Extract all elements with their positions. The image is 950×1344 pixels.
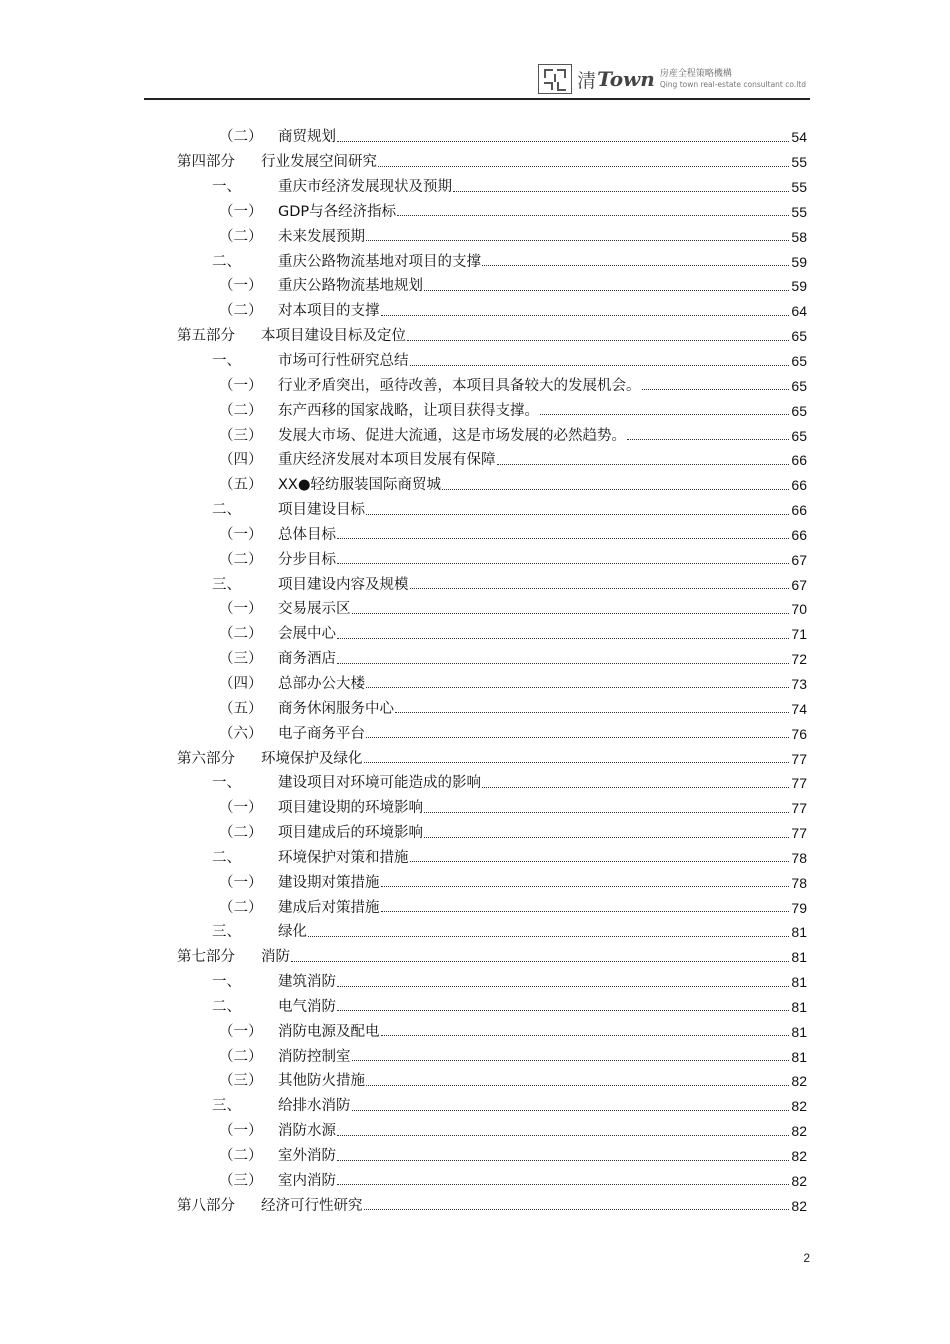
toc-dot-leader <box>366 737 789 738</box>
toc-entry-number: （三） <box>219 651 263 668</box>
toc-entry-page: 64 <box>791 303 807 320</box>
toc-entry[interactable] <box>177 870 807 895</box>
toc-dot-leader <box>424 837 789 838</box>
toc-entry-number: 第七部分 <box>177 949 235 966</box>
toc-entry-number: （一） <box>219 800 263 817</box>
toc-entry-title: 消防电源及配电 <box>278 1023 380 1040</box>
toc-entry[interactable] <box>177 672 807 697</box>
toc-entry-number: （一） <box>219 1123 263 1140</box>
toc-entry[interactable] <box>177 349 807 374</box>
toc-dot-leader <box>366 240 789 241</box>
toc-entry[interactable] <box>177 622 807 647</box>
toc-entry-number: （四） <box>219 452 263 469</box>
toc-dot-leader <box>424 812 789 813</box>
toc-entry[interactable] <box>177 423 807 448</box>
toc-entry-title: 商务酒店 <box>278 651 336 668</box>
toc-entry-page: 81 <box>791 949 807 966</box>
toc-dot-leader <box>642 389 790 390</box>
toc-entry-title: GDP与各经济指标 <box>278 203 397 220</box>
toc-entry-title: 建筑消防 <box>278 974 336 991</box>
toc-entry-number: 二、 <box>212 849 241 866</box>
toc-entry-number: （三） <box>219 1073 263 1090</box>
toc-dot-leader <box>540 414 789 415</box>
toc-dot-leader <box>337 1010 789 1011</box>
toc-entry-title: 电气消防 <box>278 998 336 1015</box>
toc-entry-title: 发展大市场、促进大流通，这是市场发展的必然趋势。 <box>278 427 626 444</box>
toc-entry-page: 72 <box>791 651 807 668</box>
toc-entry[interactable] <box>177 821 807 846</box>
toc-dot-leader <box>291 961 789 962</box>
toc-entry-number: （二） <box>219 129 263 146</box>
toc-entry-number: 第八部分 <box>177 1197 235 1214</box>
toc-entry-number: （二） <box>219 402 263 419</box>
toc-entry[interactable] <box>177 224 807 249</box>
toc-entry-number: （二） <box>219 303 263 320</box>
toc-dot-leader <box>308 936 789 937</box>
toc-entry-number: （二） <box>219 899 263 916</box>
toc-entry-title: 其他防火措施 <box>278 1073 365 1090</box>
toc-entry-number: （二） <box>219 1148 263 1165</box>
toc-entry-number: 第四部分 <box>177 154 235 171</box>
page-header <box>144 60 810 100</box>
toc-dot-leader <box>366 687 789 688</box>
toc-entry-title: 建设项目对环境可能造成的影响 <box>278 775 481 792</box>
toc-dot-leader <box>627 439 789 440</box>
toc-entry-number: 三、 <box>212 924 241 941</box>
toc-entry-number: 一、 <box>212 775 241 792</box>
toc-entry[interactable] <box>177 324 807 349</box>
toc-entry-number: （一） <box>219 526 263 543</box>
toc-entry-title: 环境保护及绿化 <box>261 750 363 767</box>
toc-entry[interactable] <box>177 920 807 945</box>
toc-entry-page: 67 <box>791 551 807 568</box>
toc-entry-title: 总体目标 <box>278 526 336 543</box>
toc-entry[interactable] <box>177 1044 807 1069</box>
toc-entry-number: （五） <box>219 477 263 494</box>
toc-entry-page: 77 <box>791 750 807 767</box>
toc-dot-leader <box>337 1160 789 1161</box>
toc-entry[interactable] <box>177 1144 807 1169</box>
toc-entry[interactable] <box>177 498 807 523</box>
toc-entry[interactable] <box>177 1193 807 1218</box>
logo-subtitle-en: Qing town real-estate consultant co.ltd <box>659 79 806 89</box>
toc-entry-title: 行业发展空间研究 <box>261 154 377 171</box>
toc-entry-page: 66 <box>791 502 807 519</box>
toc-dot-leader <box>352 613 790 614</box>
toc-entry-page: 65 <box>791 402 807 419</box>
toc-entry[interactable] <box>177 647 807 672</box>
toc-dot-leader <box>364 762 790 763</box>
toc-entry[interactable] <box>177 572 807 597</box>
toc-entry-page: 58 <box>791 228 807 245</box>
toc-entry-title: 市场可行性研究总结 <box>278 353 409 370</box>
toc-entry[interactable] <box>177 547 807 572</box>
toc-dot-leader <box>410 861 790 862</box>
toc-entry-title: 消防水源 <box>278 1123 336 1140</box>
toc-dot-leader <box>366 514 789 515</box>
toc-entry-page: 55 <box>791 203 807 220</box>
toc-entry-number: 三、 <box>212 1098 241 1115</box>
toc-entry[interactable] <box>177 274 807 299</box>
toc-entry-title: 消防控制室 <box>278 1048 351 1065</box>
table-of-contents <box>177 125 807 1218</box>
toc-entry[interactable] <box>177 249 807 274</box>
logo-subtitle <box>660 69 806 90</box>
toc-entry-title: 室内消防 <box>278 1172 336 1189</box>
toc-entry[interactable] <box>177 746 807 771</box>
toc-entry-title: 商贸规划 <box>278 129 336 146</box>
logo-chinese-mark: 清 <box>577 69 597 92</box>
toc-entry-page: 59 <box>791 278 807 295</box>
logo-town-wordmark: Town <box>597 67 655 91</box>
toc-entry-number: （二） <box>219 228 263 245</box>
toc-entry-page: 81 <box>791 974 807 991</box>
toc-entry-title: 会展中心 <box>278 626 336 643</box>
toc-entry-title: 分步目标 <box>278 551 336 568</box>
toc-entry[interactable] <box>177 473 807 498</box>
toc-entry-title: 东产西移的国家战略，让项目获得支撑。 <box>278 402 539 419</box>
toc-entry-page: 59 <box>791 253 807 270</box>
toc-dot-leader <box>364 1209 790 1210</box>
toc-entry-number: （一） <box>219 601 263 618</box>
toc-entry-number: （一） <box>219 1023 263 1040</box>
toc-entry-page: 77 <box>791 800 807 817</box>
toc-entry-title: 建成后对策措施 <box>278 899 380 916</box>
toc-dot-leader <box>337 986 789 987</box>
toc-entry[interactable] <box>177 945 807 970</box>
toc-entry[interactable] <box>177 125 807 150</box>
toc-entry-title: 行业矛盾突出，亟待改善，本项目具备较大的发展机会。 <box>278 377 641 394</box>
toc-dot-leader <box>410 588 790 589</box>
toc-entry-number: （一） <box>219 203 263 220</box>
toc-entry-number: 一、 <box>212 353 241 370</box>
toc-entry-title: 环境保护对策和措施 <box>278 849 409 866</box>
logo-emblem-icon <box>538 64 572 94</box>
toc-entry[interactable] <box>177 150 807 175</box>
toc-entry[interactable] <box>177 523 807 548</box>
toc-entry-title: 项目建设内容及规模 <box>278 576 409 593</box>
toc-entry-page: 82 <box>791 1123 807 1140</box>
toc-entry-title: 项目建设期的环境影响 <box>278 800 423 817</box>
toc-entry-title: 重庆公路物流基地规划 <box>278 278 423 295</box>
toc-entry-page: 78 <box>791 874 807 891</box>
toc-entry-page: 70 <box>791 601 807 618</box>
toc-entry-page: 82 <box>791 1148 807 1165</box>
toc-entry[interactable] <box>177 845 807 870</box>
toc-dot-leader <box>424 290 789 291</box>
toc-entry-number: （六） <box>219 725 263 742</box>
toc-dot-leader <box>337 538 789 539</box>
toc-entry[interactable] <box>177 597 807 622</box>
toc-dot-leader <box>395 712 789 713</box>
company-logo <box>538 63 806 95</box>
toc-entry-title: 项目建设目标 <box>278 502 365 519</box>
toc-entry[interactable] <box>177 1119 807 1144</box>
toc-entry-title: 交易展示区 <box>278 601 351 618</box>
toc-entry-page: 65 <box>791 353 807 370</box>
toc-entry-title: 重庆经济发展对本项目发展有保障 <box>278 452 496 469</box>
toc-entry-title: 建设期对策措施 <box>278 874 380 891</box>
toc-entry[interactable] <box>177 1094 807 1119</box>
toc-entry[interactable] <box>177 373 807 398</box>
toc-dot-leader <box>381 911 790 912</box>
toc-entry[interactable] <box>177 448 807 473</box>
toc-entry-page: 55 <box>791 154 807 171</box>
toc-entry-page: 82 <box>791 1172 807 1189</box>
toc-entry-page: 65 <box>791 328 807 345</box>
toc-entry[interactable] <box>177 771 807 796</box>
toc-entry-number: （四） <box>219 675 263 692</box>
toc-dot-leader <box>366 1085 789 1086</box>
toc-dot-leader <box>337 663 789 664</box>
toc-entry-title: XX●轻纺服装国际商贸城 <box>278 477 442 494</box>
toc-entry-title: 重庆市经济发展现状及预期 <box>278 179 452 196</box>
toc-entry-page: 74 <box>791 700 807 717</box>
toc-entry-page: 81 <box>791 1048 807 1065</box>
toc-entry[interactable] <box>177 796 807 821</box>
toc-entry-number: （三） <box>219 1172 263 1189</box>
toc-dot-leader <box>397 215 789 216</box>
page-number: 2 <box>803 1251 810 1265</box>
toc-dot-leader <box>378 166 789 167</box>
toc-entry-title: 绿化 <box>278 924 307 941</box>
toc-entry-page: 77 <box>791 825 807 842</box>
toc-dot-leader <box>352 1060 790 1061</box>
toc-entry-title: 商务休闲服务中心 <box>278 700 394 717</box>
toc-entry-title: 对本项目的支撑 <box>278 303 380 320</box>
toc-dot-leader <box>381 1035 790 1036</box>
toc-entry-page: 81 <box>791 1023 807 1040</box>
toc-entry-number: 第五部分 <box>177 328 235 345</box>
toc-entry-number: （一） <box>219 377 263 394</box>
toc-entry[interactable] <box>177 1019 807 1044</box>
toc-entry[interactable] <box>177 175 807 200</box>
toc-entry[interactable] <box>177 721 807 746</box>
toc-dot-leader <box>442 489 789 490</box>
toc-entry-page: 55 <box>791 179 807 196</box>
toc-entry[interactable] <box>177 299 807 324</box>
toc-dot-leader <box>482 787 789 788</box>
toc-entry-title: 经济可行性研究 <box>261 1197 363 1214</box>
toc-entry-number: 一、 <box>212 974 241 991</box>
toc-entry-title: 本项目建设目标及定位 <box>261 328 406 345</box>
toc-entry[interactable] <box>177 1168 807 1193</box>
toc-entry[interactable] <box>177 995 807 1020</box>
toc-entry-number: 二、 <box>212 253 241 270</box>
toc-entry-page: 66 <box>791 477 807 494</box>
toc-entry-number: （一） <box>219 278 263 295</box>
toc-dot-leader <box>381 886 790 887</box>
toc-dot-leader <box>497 464 790 465</box>
toc-entry-page: 54 <box>791 129 807 146</box>
toc-entry-page: 77 <box>791 775 807 792</box>
toc-entry-number: （三） <box>219 427 263 444</box>
toc-entry[interactable] <box>177 1069 807 1094</box>
toc-entry-title: 给排水消防 <box>278 1098 351 1115</box>
toc-entry[interactable] <box>177 970 807 995</box>
toc-entry-page: 82 <box>791 1098 807 1115</box>
toc-entry-page: 66 <box>791 526 807 543</box>
toc-entry-page: 82 <box>791 1197 807 1214</box>
toc-entry-title: 总部办公大楼 <box>278 675 365 692</box>
toc-entry-title: 消防 <box>261 949 290 966</box>
toc-entry-page: 65 <box>791 377 807 394</box>
toc-entry[interactable] <box>177 200 807 225</box>
toc-entry-number: （二） <box>219 626 263 643</box>
toc-dot-leader <box>337 1184 789 1185</box>
toc-dot-leader <box>381 315 790 316</box>
toc-entry-page: 65 <box>791 427 807 444</box>
toc-entry-title: 重庆公路物流基地对项目的支撑 <box>278 253 481 270</box>
toc-entry-number: （二） <box>219 551 263 568</box>
logo-subtitle-cn: 房産全程策略機構 <box>659 68 732 79</box>
toc-entry-page: 76 <box>791 725 807 742</box>
header-divider <box>144 98 810 100</box>
toc-entry-page: 81 <box>791 998 807 1015</box>
toc-dot-leader <box>337 141 789 142</box>
toc-entry-page: 71 <box>791 626 807 643</box>
toc-entry-number: （二） <box>219 1048 263 1065</box>
toc-entry-number: 一、 <box>212 179 241 196</box>
toc-entry-page: 66 <box>791 452 807 469</box>
toc-entry-title: 室外消防 <box>278 1148 336 1165</box>
toc-dot-leader <box>352 1110 790 1111</box>
toc-entry-number: （五） <box>219 700 263 717</box>
toc-entry-page: 78 <box>791 849 807 866</box>
toc-entry-number: 二、 <box>212 998 241 1015</box>
toc-dot-leader <box>337 638 789 639</box>
toc-entry[interactable] <box>177 398 807 423</box>
toc-entry-number: （二） <box>219 825 263 842</box>
toc-dot-leader <box>337 563 789 564</box>
toc-entry-page: 81 <box>791 924 807 941</box>
toc-entry-title: 未来发展预期 <box>278 228 365 245</box>
toc-entry-title: 电子商务平台 <box>278 725 365 742</box>
toc-entry-number: 二、 <box>212 502 241 519</box>
toc-entry-title: 项目建成后的环境影响 <box>278 825 423 842</box>
toc-dot-leader <box>410 365 790 366</box>
toc-entry-page: 67 <box>791 576 807 593</box>
toc-entry-page: 82 <box>791 1073 807 1090</box>
toc-entry-number: （一） <box>219 874 263 891</box>
toc-entry-number: 三、 <box>212 576 241 593</box>
toc-entry-page: 79 <box>791 899 807 916</box>
toc-entry-page: 73 <box>791 675 807 692</box>
toc-entry[interactable] <box>177 895 807 920</box>
toc-dot-leader <box>453 191 789 192</box>
toc-dot-leader <box>482 265 789 266</box>
toc-entry-number: 第六部分 <box>177 750 235 767</box>
toc-dot-leader <box>407 340 789 341</box>
toc-entry[interactable] <box>177 696 807 721</box>
toc-dot-leader <box>337 1135 789 1136</box>
